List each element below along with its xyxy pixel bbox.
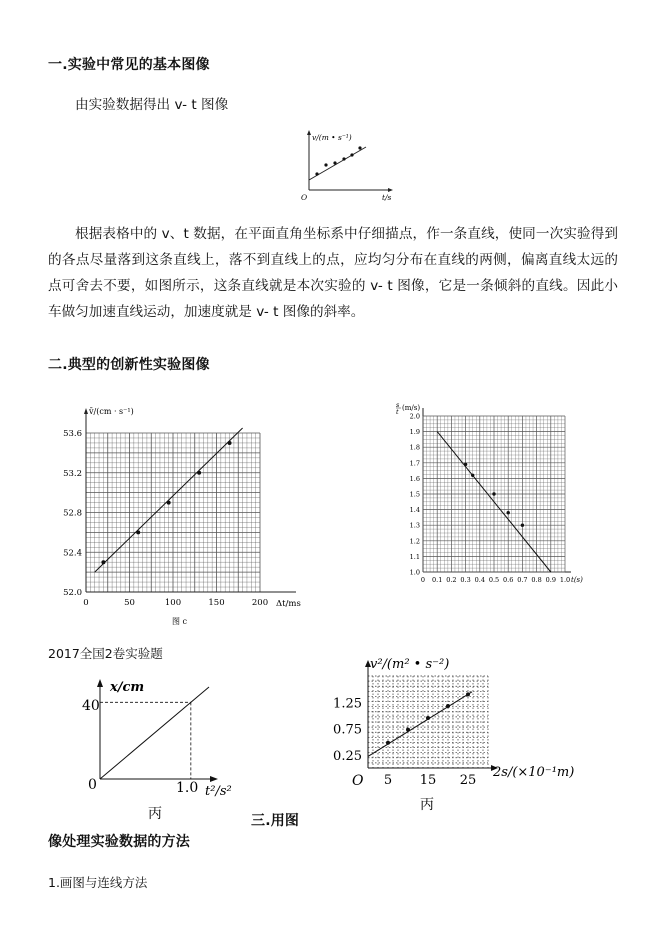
displacement-t2-chart (82, 672, 257, 822)
c2-ylabel-unit: (m/s) (402, 404, 421, 412)
c1-data-point (197, 471, 201, 475)
c1-xtick: 0 (83, 598, 89, 608)
c2-xtick: 0.5 (488, 576, 500, 584)
c1-xtick: 150 (208, 598, 225, 608)
c2-ylabel-fraction: s (396, 401, 400, 409)
c4-ytick: 1.25 (333, 696, 362, 712)
c2-xtick: 1.0 (559, 576, 571, 584)
c4-fit-line (368, 692, 472, 757)
v2-2s-chart (322, 654, 594, 818)
section-heading-3b: 像处理实验数据的方法 (48, 834, 190, 850)
c1-ylabel: v̄/(cm · s⁻¹) (89, 407, 134, 416)
exam-label: 2017全国2卷实验题 (48, 646, 163, 661)
vt-sketch-figure (298, 128, 398, 203)
average-velocity-time-chart (395, 398, 585, 588)
c1-ytick: 53.2 (63, 468, 82, 479)
c3-y-arrow (97, 679, 103, 687)
section-heading-2: 二.典型的创新性实验图像 (48, 357, 210, 373)
c1-xtick: 200 (251, 598, 269, 608)
c3-xtick: 1.0 (176, 780, 199, 796)
c1-caption: 图 c (172, 617, 188, 626)
sketch-ylabel: v/(m • s⁻¹) (312, 133, 352, 142)
c2-xtick: 0.6 (503, 576, 514, 584)
section3-item-1: 1.画图与连线方法 (48, 875, 148, 890)
c4-origin: O (352, 773, 364, 789)
sketch-point (350, 153, 353, 156)
c2-xlabel: t(s) (571, 576, 583, 584)
c2-xtick: 0.1 (432, 576, 443, 584)
sketch-point (333, 161, 336, 164)
c3-xlabel: t²/s² (205, 784, 232, 799)
c4-caption: 丙 (420, 797, 434, 813)
c1-xtick: 100 (164, 598, 182, 608)
c1-ytick: 52.4 (63, 548, 82, 559)
c2-data-point (521, 524, 524, 527)
c1-xlabel: Δt/ms (276, 599, 301, 609)
c1-ytick: 53.6 (63, 429, 82, 439)
sketch-xlabel: t/s (382, 193, 392, 202)
c2-ytick: 2.0 (409, 412, 420, 421)
c4-data-point (466, 692, 470, 696)
c3-ytick: 40 (82, 698, 100, 714)
c2-ytick: 1.7 (409, 459, 420, 468)
c2-data-point (492, 492, 495, 495)
c2-data-point (471, 474, 474, 477)
c2-ytick: 1.2 (409, 537, 420, 546)
c1-grid (86, 433, 260, 592)
c1-data-point (101, 560, 105, 564)
c2-xtick: 0.7 (517, 576, 528, 584)
c2-xtick: 0.3 (460, 576, 471, 584)
c3-origin: 0 (88, 777, 97, 793)
c4-ylabel: v²/(m² • s⁻²) (370, 657, 450, 672)
svg-text:t: t (396, 408, 399, 416)
c1-xtick: 50 (124, 598, 135, 608)
c2-data-point (464, 463, 467, 466)
sketch-y-arrow (307, 130, 311, 135)
c2-ytick: 1.1 (409, 552, 420, 561)
c1-ytick: 52.0 (63, 588, 82, 598)
c2-data-point (507, 511, 510, 514)
c2-xtick: 0.8 (531, 576, 542, 584)
c1-data-point (228, 441, 232, 445)
c2-ytick: 1.3 (409, 521, 420, 530)
c1-axes (84, 408, 296, 592)
c2-ytick: 1.0 (409, 568, 420, 577)
c2-xtick: 0.2 (446, 576, 457, 584)
c3-ylabel: x/cm (110, 680, 145, 695)
c2-ytick: 1.9 (409, 428, 420, 437)
section-heading-3a: 三.用图 (251, 813, 300, 829)
c4-ytick: 0.75 (333, 722, 362, 738)
c2-ytick: 1.4 (409, 506, 420, 515)
c2-ytick: 1.8 (409, 443, 420, 452)
c2-ytick: 1.6 (409, 474, 420, 483)
c1-data-point (167, 501, 171, 505)
c1-data-point (136, 530, 140, 534)
c4-data-point (386, 741, 390, 745)
velocity-dt-chart (50, 400, 315, 632)
c4-xtick: 5 (383, 773, 393, 788)
sketch-point (342, 157, 345, 160)
c4-data-point (446, 704, 450, 708)
c2-ytick: 1.5 (409, 490, 420, 499)
c4-xtick: 25 (459, 773, 477, 788)
c2-xtick: 0.4 (474, 576, 485, 584)
sketch-point (324, 163, 327, 166)
c3-caption: 丙 (148, 806, 162, 822)
c2-xtick: 0 (420, 576, 426, 584)
c4-ytick: 0.25 (333, 748, 362, 764)
c4-xlabel: 2s/(×10⁻¹m) (493, 765, 575, 780)
section1-paragraph: 根据表格中的 v、t 数据，在平面直角坐标系中仔细描点，作一条直线，使同一次实验得到的各点尽量落到这条直线上，落不到直线上的点，应均匀分布在直线的两侧，偏离直线太远的点可舍去不要，如图所示，这条直线就是本次实验的 v- t 图像，它是一条倾斜的直线。因此小车做匀加速直线运动，加速度就是 v- t 图像的斜率。 (48, 226, 618, 320)
sketch-x-arrow (388, 188, 393, 192)
c4-data-point (406, 728, 410, 732)
c1-ytick: 52.8 (63, 508, 82, 519)
c3-x-arrow (210, 776, 218, 782)
intro-text: 由实验数据得出 v- t 图像 (75, 97, 229, 113)
sketch-point (315, 172, 318, 175)
c4-xtick: 15 (419, 773, 437, 788)
c4-data-point (426, 716, 430, 720)
c2-xtick: 0.9 (545, 576, 556, 584)
c3-line (100, 687, 209, 779)
sketch-point (358, 146, 361, 149)
sketch-origin: O (301, 193, 308, 202)
section-heading-1: 一.实验中常见的基本图像 (48, 57, 210, 73)
